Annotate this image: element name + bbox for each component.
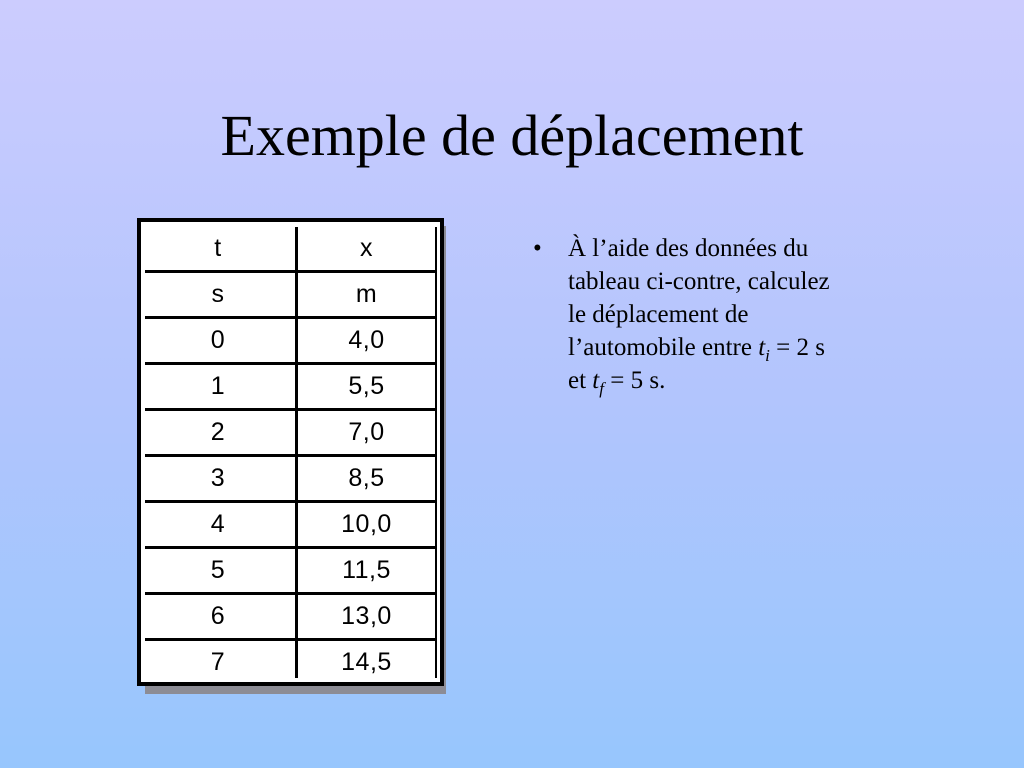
table-cell-x: 14,5	[341, 648, 392, 676]
table-cell-t: 3	[210, 464, 226, 492]
bullet-line: À l’aide des données du	[568, 235, 809, 262]
bullet-item	[568, 232, 938, 397]
table-cell-t: 0	[210, 326, 226, 354]
table-cell-t: 5	[210, 556, 226, 584]
table-cell-x: 13,0	[341, 602, 392, 630]
slide-title: Exemple de déplacement	[220, 103, 804, 168]
bullet-text-segment: l’automobile entre	[568, 334, 759, 361]
table-cell-x: 7,0	[348, 418, 385, 446]
table-row	[141, 452, 436, 498]
table-row	[141, 544, 436, 590]
t-initial-value: = 2 s	[769, 334, 825, 361]
table-cell-x: m	[355, 280, 378, 308]
table-row	[141, 360, 436, 406]
bullet-line	[568, 331, 938, 364]
table-row	[141, 314, 436, 360]
t-initial-variable: t	[758, 334, 766, 361]
bullet-marker: •	[533, 235, 542, 262]
table-cell-t: 2	[210, 418, 226, 446]
bullet-text-segment: et	[568, 367, 593, 394]
t-final-variable: t	[592, 367, 600, 394]
table-header-row	[141, 222, 436, 268]
table-cell-t: 1	[210, 372, 226, 400]
bullet-list	[533, 232, 953, 397]
table-cell-x: 8,5	[348, 464, 385, 492]
bullet-line: le déplacement de	[568, 301, 749, 328]
table-cell-t: 4	[210, 510, 226, 538]
t-final-subscript: f	[599, 379, 604, 398]
bullet-line	[568, 364, 938, 397]
table-cell-t: t	[214, 234, 222, 262]
table-cell-t: 6	[210, 602, 226, 630]
table-row	[141, 498, 436, 544]
table-cell-x: 11,5	[342, 556, 391, 584]
t-initial-subscript: i	[765, 346, 770, 365]
table-cell-t: 7	[210, 648, 226, 676]
table-cell-x: 5,5	[348, 372, 385, 400]
table-cell-t: s	[211, 280, 225, 308]
table-row	[141, 590, 436, 636]
table-row	[141, 636, 436, 682]
data-table	[137, 218, 444, 686]
table-cell-x: x	[360, 234, 373, 262]
table-row	[141, 406, 436, 452]
table-units-row	[141, 268, 436, 314]
table-cell-x: 4,0	[348, 326, 385, 354]
table-cell-x: 10,0	[341, 510, 392, 538]
t-final-value: = 5 s.	[603, 367, 666, 394]
bullet-line: tableau ci-contre, calculez	[568, 268, 830, 295]
